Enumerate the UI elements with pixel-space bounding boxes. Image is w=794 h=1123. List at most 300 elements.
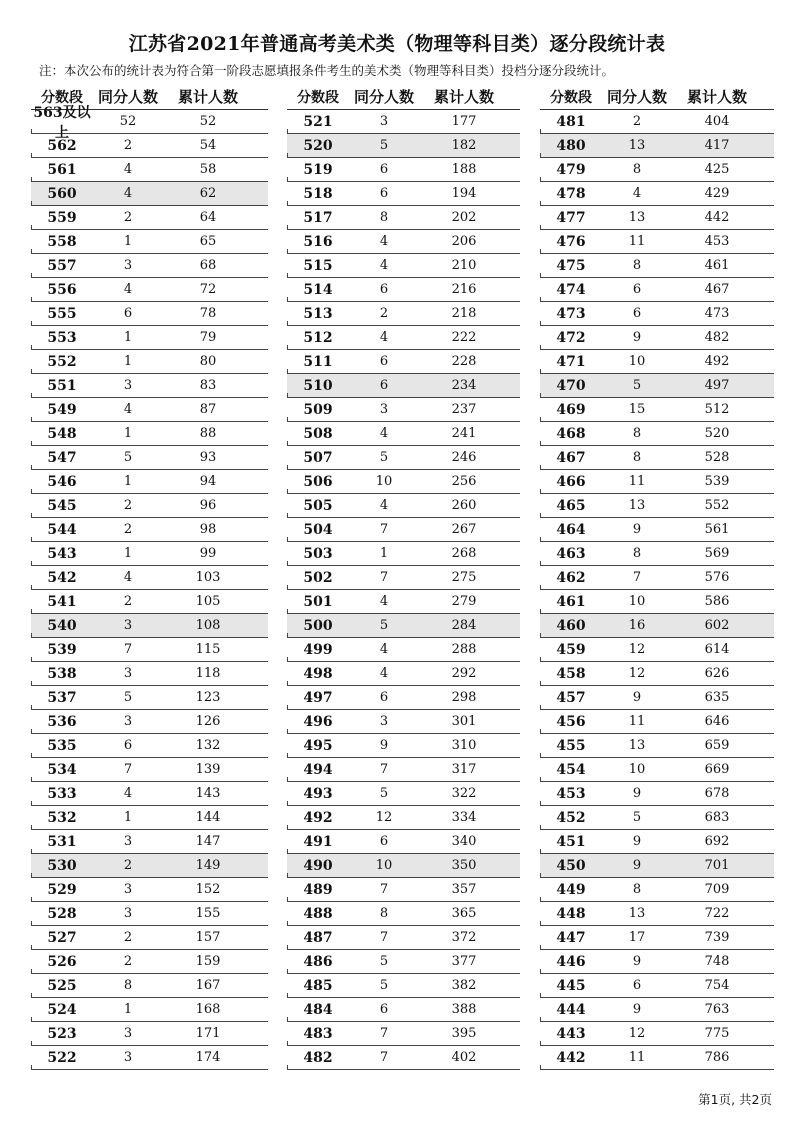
cumulative-count-cell: 194 <box>451 186 477 201</box>
table-row <box>31 734 268 758</box>
score-range-cell: 479 <box>556 161 586 178</box>
table-row <box>31 1046 268 1070</box>
cumulative-count-cell: 395 <box>451 1026 477 1041</box>
cumulative-count-cell: 267 <box>451 522 477 537</box>
cumulative-count-cell: 709 <box>704 882 730 897</box>
cumulative-count-cell: 635 <box>704 690 730 705</box>
same-score-count-cell: 6 <box>632 306 642 321</box>
cumulative-count-cell: 167 <box>195 978 221 993</box>
cumulative-count-cell: 202 <box>451 210 477 225</box>
score-range-cell: 543 <box>47 545 77 562</box>
cumulative-count-cell: 317 <box>451 762 477 777</box>
score-range-cell: 535 <box>47 737 77 754</box>
cumulative-count-cell: 322 <box>451 786 477 801</box>
cumulative-count-cell: 174 <box>195 1050 221 1065</box>
cumulative-count-cell: 754 <box>704 978 730 993</box>
table-row <box>287 326 520 350</box>
same-score-count-cell: 15 <box>628 402 646 417</box>
table-row <box>31 782 268 806</box>
score-range-cell: 493 <box>303 785 333 802</box>
score-range-cell: 499 <box>303 641 333 658</box>
cumulative-count-cell: 144 <box>195 810 221 825</box>
cumulative-count-cell: 62 <box>199 186 217 201</box>
score-range-cell: 536 <box>47 713 77 730</box>
score-range-cell: 525 <box>47 977 77 994</box>
cumulative-count-cell: 786 <box>704 1050 730 1065</box>
same-score-count-cell: 5 <box>632 810 642 825</box>
cumulative-count-cell: 552 <box>704 498 730 513</box>
same-score-count-cell: 4 <box>123 402 133 417</box>
score-column-3 <box>540 84 774 1070</box>
cumulative-count-cell: 83 <box>199 378 217 393</box>
score-range-cell: 450 <box>556 857 586 874</box>
header-cumulative-count: 累计人数 <box>686 88 747 106</box>
cumulative-count-cell: 210 <box>451 258 477 273</box>
table-row <box>540 782 774 806</box>
cumulative-count-cell: 152 <box>195 882 221 897</box>
cumulative-count-cell: 123 <box>195 690 221 705</box>
table-row <box>287 638 520 662</box>
score-range-cell: 470 <box>556 377 586 394</box>
table-note: 注：本次公布的统计表为符合第一阶段志愿填报条件考生的美术类（物理等科目类）投档分逐分段统计。 <box>39 63 615 78</box>
table-row <box>540 614 774 638</box>
cumulative-count-cell: 614 <box>704 642 730 657</box>
score-range-cell: 486 <box>303 953 333 970</box>
same-score-count-cell: 4 <box>123 570 133 585</box>
score-range-cell: 444 <box>556 1001 586 1018</box>
score-range-cell: 453 <box>556 785 586 802</box>
cumulative-count-cell: 284 <box>451 618 477 633</box>
same-score-count-cell: 1 <box>379 546 389 561</box>
score-range-cell: 459 <box>556 641 586 658</box>
score-range-cell: 526 <box>47 953 77 970</box>
cumulative-count-cell: 87 <box>199 402 217 417</box>
table-row <box>287 446 520 470</box>
score-range-cell: 495 <box>303 737 333 754</box>
score-range-cell: 547 <box>47 449 77 466</box>
cumulative-count-cell: 147 <box>195 834 221 849</box>
same-score-count-cell: 52 <box>119 114 137 129</box>
table-row <box>540 974 774 998</box>
score-range-cell: 482 <box>303 1049 333 1066</box>
score-range-cell: 466 <box>556 473 586 490</box>
cumulative-count-cell: 143 <box>195 786 221 801</box>
score-range-cell: 468 <box>556 425 586 442</box>
table-row <box>287 902 520 926</box>
cumulative-count-cell: 105 <box>195 594 221 609</box>
table-row <box>31 302 268 326</box>
same-score-count-cell: 1 <box>123 354 133 369</box>
table-row <box>287 614 520 638</box>
same-score-count-cell: 6 <box>379 378 389 393</box>
table-row <box>31 662 268 686</box>
table-row <box>540 902 774 926</box>
same-score-count-cell: 2 <box>123 930 133 945</box>
table-row <box>287 494 520 518</box>
cumulative-count-cell: 68 <box>199 258 217 273</box>
cumulative-count-cell: 678 <box>704 786 730 801</box>
table-row <box>31 758 268 782</box>
same-score-count-cell: 5 <box>123 690 133 705</box>
cumulative-count-cell: 241 <box>451 426 477 441</box>
table-row <box>31 614 268 638</box>
table-row <box>540 206 774 230</box>
table-row <box>540 710 774 734</box>
score-range-cell: 505 <box>303 497 333 514</box>
score-range-cell: 447 <box>556 929 586 946</box>
same-score-count-cell: 8 <box>379 210 389 225</box>
table-row <box>540 878 774 902</box>
same-score-count-cell: 7 <box>379 882 389 897</box>
table-row <box>31 446 268 470</box>
same-score-count-cell: 8 <box>632 546 642 561</box>
table-row <box>31 926 268 950</box>
cumulative-count-cell: 683 <box>704 810 730 825</box>
cumulative-count-cell: 80 <box>199 354 217 369</box>
table-row <box>31 638 268 662</box>
same-score-count-cell: 9 <box>632 522 642 537</box>
same-score-count-cell: 2 <box>123 138 133 153</box>
same-score-count-cell: 4 <box>123 162 133 177</box>
table-row <box>31 878 268 902</box>
table-row <box>540 302 774 326</box>
table-row <box>540 494 774 518</box>
table-row <box>540 1022 774 1046</box>
table-row <box>540 854 774 878</box>
same-score-count-cell: 9 <box>632 786 642 801</box>
score-range-cell: 506 <box>303 473 333 490</box>
score-range-cell: 538 <box>47 665 77 682</box>
cumulative-count-cell: 520 <box>704 426 730 441</box>
cumulative-count-cell: 701 <box>704 858 730 873</box>
score-range-cell: 544 <box>47 521 77 538</box>
score-range-cell: 521 <box>303 113 333 130</box>
table-row <box>31 686 268 710</box>
same-score-count-cell: 7 <box>632 570 642 585</box>
table-row <box>31 566 268 590</box>
score-range-cell: 523 <box>47 1025 77 1042</box>
table-row <box>31 350 268 374</box>
table-row <box>287 134 520 158</box>
score-range-cell: 473 <box>556 305 586 322</box>
same-score-count-cell: 9 <box>632 834 642 849</box>
same-score-count-cell: 6 <box>123 738 133 753</box>
score-range-cell: 485 <box>303 977 333 994</box>
same-score-count-cell: 7 <box>123 762 133 777</box>
table-row <box>540 158 774 182</box>
table-row <box>540 110 774 134</box>
header-same-score-count: 同分人数 <box>353 88 414 106</box>
cumulative-count-cell: 188 <box>451 162 477 177</box>
cumulative-count-cell: 79 <box>199 330 217 345</box>
score-range-cell: 502 <box>303 569 333 586</box>
cumulative-count-cell: 234 <box>451 378 477 393</box>
cumulative-count-cell: 626 <box>704 666 730 681</box>
cumulative-count-cell: 748 <box>704 954 730 969</box>
table-row <box>287 398 520 422</box>
same-score-count-cell: 2 <box>379 306 389 321</box>
score-range-cell: 508 <box>303 425 333 442</box>
same-score-count-cell: 13 <box>628 498 646 513</box>
same-score-count-cell: 3 <box>123 906 133 921</box>
cumulative-count-cell: 669 <box>704 762 730 777</box>
table-row <box>31 950 268 974</box>
same-score-count-cell: 2 <box>123 858 133 873</box>
score-range-cell: 553 <box>47 329 77 346</box>
cumulative-count-cell: 64 <box>199 210 217 225</box>
table-row <box>540 134 774 158</box>
score-range-cell: 472 <box>556 329 586 346</box>
score-range-cell: 492 <box>303 809 333 826</box>
table-row <box>287 566 520 590</box>
table-row <box>540 998 774 1022</box>
table-row <box>31 1022 268 1046</box>
cumulative-count-cell: 103 <box>195 570 221 585</box>
same-score-count-cell: 13 <box>628 210 646 225</box>
same-score-count-cell: 3 <box>123 618 133 633</box>
score-range-cell: 552 <box>47 353 77 370</box>
same-score-count-cell: 3 <box>379 402 389 417</box>
same-score-count-cell: 5 <box>379 786 389 801</box>
cumulative-count-cell: 168 <box>195 1002 221 1017</box>
table-row <box>287 662 520 686</box>
cumulative-count-cell: 482 <box>704 330 730 345</box>
same-score-count-cell: 7 <box>379 522 389 537</box>
cumulative-count-cell: 256 <box>451 474 477 489</box>
cumulative-count-cell: 65 <box>199 234 217 249</box>
score-range-cell: 456 <box>556 713 586 730</box>
page-title: 江苏省2021年普通高考美术类（物理等科目类）逐分段统计表 <box>128 33 666 55</box>
score-range-cell: 457 <box>556 689 586 706</box>
score-range-cell: 539 <box>47 641 77 658</box>
same-score-count-cell: 10 <box>628 594 646 609</box>
cumulative-count-cell: 54 <box>199 138 217 153</box>
table-row <box>31 806 268 830</box>
table-row <box>31 470 268 494</box>
table-row <box>540 830 774 854</box>
table-row <box>540 422 774 446</box>
table-row <box>31 104 268 141</box>
score-range-cell: 507 <box>303 449 333 466</box>
table-row <box>287 182 520 206</box>
header-score-range: 分数段 <box>41 89 83 106</box>
table-row <box>540 686 774 710</box>
cumulative-count-cell: 99 <box>199 546 217 561</box>
cumulative-count-cell: 334 <box>451 810 477 825</box>
score-range-cell: 498 <box>303 665 333 682</box>
same-score-count-cell: 8 <box>123 978 133 993</box>
same-score-count-cell: 9 <box>632 954 642 969</box>
table-row <box>31 158 268 182</box>
same-score-count-cell: 2 <box>632 114 642 129</box>
score-range-cell: 464 <box>556 521 586 538</box>
score-range-cell: 490 <box>303 857 333 874</box>
header-score-range: 分数段 <box>297 89 339 106</box>
table-row <box>287 518 520 542</box>
cumulative-count-cell: 94 <box>199 474 217 489</box>
cumulative-count-cell: 528 <box>704 450 730 465</box>
table-row <box>31 182 268 206</box>
score-range-cell: 503 <box>303 545 333 562</box>
same-score-count-cell: 1 <box>123 546 133 561</box>
score-range-cell: 475 <box>556 257 586 274</box>
same-score-count-cell: 1 <box>123 234 133 249</box>
table-row <box>287 350 520 374</box>
same-score-count-cell: 3 <box>123 666 133 681</box>
score-range-cell: 477 <box>556 209 586 226</box>
cumulative-count-cell: 425 <box>704 162 730 177</box>
table-row <box>540 758 774 782</box>
table-row <box>287 590 520 614</box>
same-score-count-cell: 1 <box>123 330 133 345</box>
cumulative-count-cell: 692 <box>704 834 730 849</box>
score-range-cell: 528 <box>47 905 77 922</box>
table-row <box>287 230 520 254</box>
cumulative-count-cell: 739 <box>704 930 730 945</box>
table-row <box>287 206 520 230</box>
table-row <box>287 302 520 326</box>
cumulative-count-cell: 88 <box>199 426 217 441</box>
score-range-cell: 557 <box>47 257 77 274</box>
cumulative-count-cell: 118 <box>195 666 221 681</box>
table-row <box>287 974 520 998</box>
header-same-score-count: 同分人数 <box>606 88 667 106</box>
score-range-cell: 546 <box>47 473 77 490</box>
same-score-count-cell: 13 <box>628 138 646 153</box>
score-range-cell: 537 <box>47 689 77 706</box>
score-range-cell: 559 <box>47 209 77 226</box>
same-score-count-cell: 8 <box>379 906 389 921</box>
table-row <box>540 278 774 302</box>
table-row <box>31 518 268 542</box>
table-row <box>31 278 268 302</box>
cumulative-count-cell: 132 <box>195 738 221 753</box>
cumulative-count-cell: 417 <box>704 138 730 153</box>
score-range-cell: 532 <box>47 809 77 826</box>
cumulative-count-cell: 388 <box>451 1002 477 1017</box>
table-row <box>540 254 774 278</box>
same-score-count-cell: 4 <box>379 642 389 657</box>
cumulative-count-cell: 301 <box>451 714 477 729</box>
score-range-cell: 469 <box>556 401 586 418</box>
cumulative-count-cell: 218 <box>451 306 477 321</box>
same-score-count-cell: 3 <box>379 114 389 129</box>
score-range-cell: 480 <box>556 137 586 154</box>
score-range-cell: 455 <box>556 737 586 754</box>
cumulative-count-cell: 372 <box>451 930 477 945</box>
same-score-count-cell: 2 <box>123 522 133 537</box>
same-score-count-cell: 6 <box>379 690 389 705</box>
same-score-count-cell: 5 <box>632 378 642 393</box>
table-row <box>287 806 520 830</box>
score-range-cell: 517 <box>303 209 333 226</box>
same-score-count-cell: 2 <box>123 954 133 969</box>
score-range-cell: 449 <box>556 881 586 898</box>
same-score-count-cell: 1 <box>123 1002 133 1017</box>
cumulative-count-cell: 171 <box>195 1026 221 1041</box>
same-score-count-cell: 11 <box>628 234 646 249</box>
score-range-cell: 478 <box>556 185 586 202</box>
cumulative-count-cell: 96 <box>199 498 217 513</box>
same-score-count-cell: 4 <box>379 666 389 681</box>
same-score-count-cell: 8 <box>632 882 642 897</box>
same-score-count-cell: 5 <box>379 138 389 153</box>
same-score-count-cell: 5 <box>379 450 389 465</box>
same-score-count-cell: 3 <box>123 1026 133 1041</box>
table-row <box>540 662 774 686</box>
table-row <box>31 134 268 158</box>
table-row <box>287 734 520 758</box>
score-range-cell: 548 <box>47 425 77 442</box>
score-range-cell: 541 <box>47 593 77 610</box>
cumulative-count-cell: 453 <box>704 234 730 249</box>
cumulative-count-cell: 775 <box>704 1026 730 1041</box>
cumulative-count-cell: 159 <box>195 954 221 969</box>
same-score-count-cell: 12 <box>628 642 646 657</box>
same-score-count-cell: 9 <box>632 330 642 345</box>
same-score-count-cell: 3 <box>379 714 389 729</box>
table-row <box>31 494 268 518</box>
cumulative-count-cell: 298 <box>451 690 477 705</box>
same-score-count-cell: 1 <box>123 474 133 489</box>
score-range-cell: 545 <box>47 497 77 514</box>
score-range-cell: 476 <box>556 233 586 250</box>
same-score-count-cell: 6 <box>379 834 389 849</box>
cumulative-count-cell: 237 <box>451 402 477 417</box>
table-row <box>287 470 520 494</box>
same-score-count-cell: 10 <box>375 858 393 873</box>
cumulative-count-cell: 139 <box>195 762 221 777</box>
score-range-cell: 491 <box>303 833 333 850</box>
score-range-cell: 452 <box>556 809 586 826</box>
score-range-cell: 516 <box>303 233 333 250</box>
cumulative-count-cell: 72 <box>199 282 217 297</box>
same-score-count-cell: 13 <box>628 906 646 921</box>
same-score-count-cell: 4 <box>379 594 389 609</box>
score-range-cell: 527 <box>47 929 77 946</box>
same-score-count-cell: 4 <box>379 234 389 249</box>
same-score-count-cell: 16 <box>628 618 646 633</box>
same-score-count-cell: 12 <box>375 810 393 825</box>
score-range-cell: 551 <box>47 377 77 394</box>
score-range-cell: 488 <box>303 905 333 922</box>
score-range-cell: 533 <box>47 785 77 802</box>
cumulative-count-cell: 222 <box>451 330 477 345</box>
score-range-cell: 530 <box>47 857 77 874</box>
cumulative-count-cell: 402 <box>451 1050 477 1065</box>
cumulative-count-cell: 350 <box>451 858 477 873</box>
table-row <box>31 902 268 926</box>
cumulative-count-cell: 357 <box>451 882 477 897</box>
cumulative-count-cell: 442 <box>704 210 730 225</box>
same-score-count-cell: 3 <box>123 378 133 393</box>
table-row <box>287 1046 520 1070</box>
cumulative-count-cell: 182 <box>451 138 477 153</box>
cumulative-count-cell: 569 <box>704 546 730 561</box>
score-range-cell: 504 <box>303 521 333 538</box>
table-row <box>287 758 520 782</box>
score-range-cell: 560 <box>47 185 77 202</box>
cumulative-count-cell: 722 <box>704 906 730 921</box>
table-row <box>540 470 774 494</box>
table-row <box>287 374 520 398</box>
same-score-count-cell: 6 <box>632 282 642 297</box>
score-range-cell: 467 <box>556 449 586 466</box>
table-row <box>287 254 520 278</box>
score-range-cell: 446 <box>556 953 586 970</box>
page-footer: 第1页, 共2页 <box>698 1092 772 1107</box>
cumulative-count-cell: 473 <box>704 306 730 321</box>
